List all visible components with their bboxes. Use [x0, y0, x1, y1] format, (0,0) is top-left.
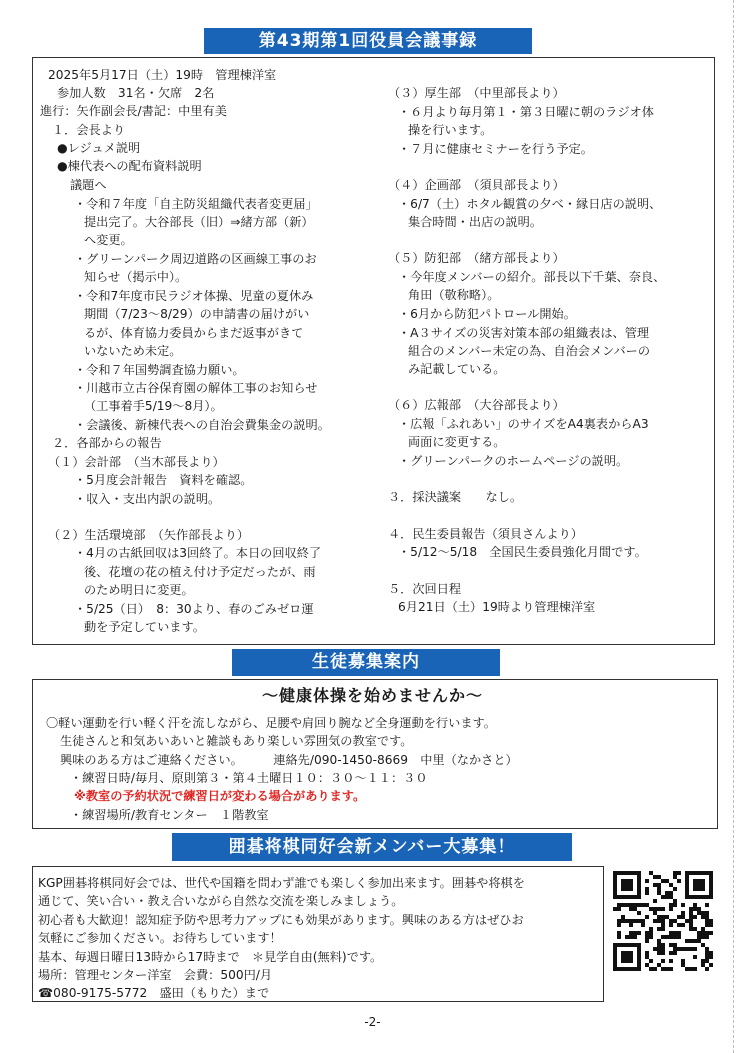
minutes-line: 期間（7/23～8/29）の申請書の届けがい [84, 307, 310, 321]
minutes-line: ・4月の古紙回収は3回終了。本日の回収終了 [74, 546, 322, 560]
igo-title: 囲碁将棋同好会新メンバー大募集！ [172, 833, 572, 861]
students-subtitle: ～健康体操を始めませんか～ [261, 686, 483, 705]
igo-line: 場所：管理センター洋室 会費：500円/月 [38, 968, 273, 982]
minutes-line: ・6/7（土）ホタル観賞の夕べ・縁日店の説明、 [398, 197, 662, 211]
students-line: ※教室の予約状況で練習日が変わる場合があります。 [74, 789, 366, 803]
minutes-line: 組合のメンバー未定の為、自治会メンバーの [408, 344, 651, 358]
minutes-line: ・会議後、新棟代表への自治会費集金の説明。 [74, 418, 330, 432]
minutes-line: ・今年度メンバーの紹介。部長以下千葉、奈良、 [398, 270, 666, 284]
minutes-line: （工事着手5/19～8月）。 [84, 399, 223, 413]
igo-line: 基本、毎週日曜日13時から17時まで ＊見学自由(無料)です。 [38, 950, 383, 964]
qr-code-image [613, 871, 713, 971]
minutes-line: 後、花壇の花の植え付け予定だったが、雨 [84, 565, 316, 579]
minutes-line: 2025年5月17日（土）19時 管理棟洋室 [48, 68, 277, 82]
igo-line: 通じて、笑い合い・教え合いながら自然な交流を楽しみましょう。 [38, 894, 404, 908]
minutes-line: １．会長より [52, 123, 126, 137]
minutes-line: 進行：矢作副会長/書記：中里有美 [40, 104, 227, 118]
minutes-line: ・広報「ふれあい」のサイズをA4裏表からA3 [398, 417, 649, 431]
margin-guide-line [733, 0, 734, 1053]
minutes-line: ・グリーンパーク周辺道路の区画線工事のお [74, 252, 317, 266]
students-line: ・練習日時/毎月、原則第３・第４土曜日１０：３０～１１：３０ [70, 771, 428, 785]
minutes-line: ●レジュメ説明 [57, 141, 141, 155]
minutes-line: ●棟代表への配布資料説明 [57, 159, 202, 173]
minutes-line: ２．各部からの報告 [52, 436, 162, 450]
minutes-line: るが、体育協力委員からまだ返事がきて [84, 326, 304, 340]
minutes-line: 角田（敬称略）。 [408, 288, 500, 302]
minutes-line: 動を予定しています。 [84, 620, 205, 634]
students-line: ・練習場所/教育センター １階教室 [70, 808, 269, 822]
minutes-line: ・グリーンパークのホームページの説明。 [398, 454, 629, 468]
students-line: 生徒さんと和気あいあいと雑談もあり楽しい雰囲気の教室です。 [60, 734, 413, 748]
minutes-line: ・令和７年度「自主防災組織代表者変更届」 [74, 197, 318, 211]
minutes-line: 知らせ（掲示中）。 [84, 270, 188, 284]
minutes-line: ・A３サイズの災害対策本部の組織表は、管理 [398, 326, 650, 340]
minutes-line: 参加人数 31名・欠席 2名 [57, 86, 215, 100]
minutes-line: み記載している。 [408, 362, 506, 376]
minutes-title: 第43期第1回役員会議事録 [204, 28, 532, 54]
minutes-line: ・5月度会計報告 資料を確認。 [74, 473, 253, 487]
minutes-line: （５）防犯部 （緒方部長より） [388, 251, 565, 265]
page-number: -2- [364, 1015, 381, 1029]
minutes-line: 両面に変更する。 [408, 435, 506, 449]
minutes-line: のため明日に変更。 [84, 583, 194, 597]
minutes-line: ・令和7年度市民ラジオ体操、児童の夏休み [74, 289, 314, 303]
igo-line: ☎080-9175-5772 盛田（もりた）まで [38, 986, 270, 1000]
students-title: 生徒募集案内 [232, 649, 500, 676]
igo-line: 初心者も大歓迎！認知症予防や思考力アップにも効果があります。興味のある方はぜひお [38, 913, 524, 927]
minutes-line: ・5/25（日） 8：30より、春のごみゼロ運 [74, 602, 314, 616]
minutes-line: へ変更。 [84, 233, 133, 247]
minutes-line: ・６月より毎月第１・第３日曜に朝のラジオ体 [398, 105, 654, 119]
igo-line: 気軽にご参加ください。お待ちしています！ [38, 931, 282, 945]
minutes-line: ・令和７年国勢調査協力願い。 [74, 363, 245, 377]
igo-line: KGP囲碁将棋同好会では、世代や国籍を問わず誰でも楽しく参加出来ます。囲碁や将棋を [38, 876, 525, 890]
minutes-line: （３）厚生部 （中里部長より） [388, 86, 565, 100]
minutes-line: ３．採決議案 なし。 [388, 490, 523, 504]
minutes-line: （４）企画部 （須貝部長より） [388, 178, 565, 192]
minutes-line: ４．民生委員報告（須貝さんより） [388, 527, 583, 541]
minutes-line: ・川越市立古谷保育園の解体工事のお知らせ [74, 381, 318, 395]
minutes-line: 集合時間・出店の説明。 [408, 215, 543, 229]
minutes-line: （２）生活環境部 （矢作部長より） [48, 528, 250, 542]
minutes-line: 操を行います。 [408, 123, 493, 137]
students-line: 〇軽い運動を行い軽く汗を流しながら、足腰や肩回り腕など全身運動を行います。 [46, 716, 496, 730]
students-line: 興味のある方はご連絡ください。 連絡先/090-1450-8669 中里（なかさと） [60, 753, 518, 767]
minutes-line: （１）会計部 （当木部長より） [48, 455, 225, 469]
minutes-line: ・７月に健康セミナーを行う予定。 [398, 142, 593, 156]
minutes-line: ・収入・支出内訳の説明。 [74, 492, 221, 506]
minutes-line: ・6月から防犯パトロール開始。 [398, 307, 576, 321]
minutes-line: ５．次回日程 [388, 582, 462, 596]
minutes-line: いないため未定。 [84, 344, 182, 358]
minutes-line: 議題へ [70, 178, 107, 192]
minutes-line: ・5/12～5/18 全国民生委員強化月間です。 [398, 545, 647, 559]
minutes-line: 6月21日（土）19時より管理棟洋室 [398, 600, 596, 614]
minutes-line: 提出完了。大谷部長（旧）⇒緒方部（新） [84, 215, 314, 229]
minutes-line: （６）広報部 （大谷部長より） [388, 398, 565, 412]
